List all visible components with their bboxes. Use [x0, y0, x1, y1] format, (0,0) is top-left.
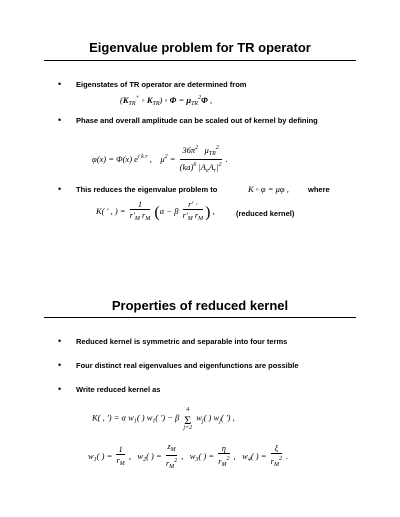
equation-separable-kernel: K( , ′) = α $w_1$( ) $w_1$( ′) − β 4 Σ j=2 $w_j$( ) $w_j$( ′) ,	[92, 407, 235, 431]
equation-reduced-kernel: K( ′ , ) = $\frac{1}{r'_M r_M}$ (α − β $\frac{r' \cdot}{r'_M r_M}$ ) ,	[96, 199, 215, 222]
bullet-text-1: Reduced kernel is symmetric and separable into four terms	[76, 337, 288, 346]
bullet-text-3: This reduces the eigenvalue problem to	[76, 185, 218, 194]
bullet-marker: •	[58, 360, 62, 370]
title-divider	[44, 60, 356, 61]
bullet-text-2: Phase and overall amplitude can be scaled out of kernel by defining	[76, 116, 318, 125]
equation-basis-functions: $w_1$( ) = $\frac{1}{r_M}$ , $w_2$( ) = $\frac{z_M}{r_M^2}$ , $w_3$( ) = $\frac{\eta}{r_M^2}$ , $w_4$( ) = $\frac{\xi}{r_M^2}$ .	[88, 441, 289, 470]
equation-reduced-problem: K ◦ φ = μφ ,	[248, 184, 289, 194]
bullet-marker: •	[58, 115, 62, 125]
slide-eigenvalue-problem	[0, 0, 400, 258]
bullet-marker: •	[58, 384, 62, 394]
bullet-text-3-tail: where	[308, 185, 330, 194]
bullet-text-2: Four distinct real eigenvalues and eigenfunctions are possible	[76, 361, 299, 370]
reduced-kernel-label: (reduced kernel)	[236, 209, 295, 218]
slide-title: Eigenvalue problem for TR operator	[89, 40, 311, 55]
bullet-marker: •	[58, 79, 62, 89]
slide-title: Properties of reduced kernel	[111, 298, 289, 313]
equation-scaling-definition: φ(x) = Φ(x) $e^{i k r}$ , $\mu^2$ = $\frac{36\pi^2 \mu_{TR}^2}{(ka)^6 |A_eA_r|^2}$ .	[92, 145, 228, 174]
bullet-marker: •	[58, 184, 62, 194]
bullet-text-3: Write reduced kernel as	[76, 385, 161, 394]
slide-reduced-kernel-properties	[0, 258, 400, 517]
bullet-marker: •	[58, 336, 62, 346]
title-divider	[44, 317, 356, 318]
bullet-text-1: Eigenstates of TR operator are determined from	[76, 80, 247, 89]
equation-tr-eigenstates: ($K_{TR}^+$ ◦ $K_{TR}$) ◦ $\Phi = \mu_{TR}^2\Phi$ ,	[120, 95, 213, 107]
